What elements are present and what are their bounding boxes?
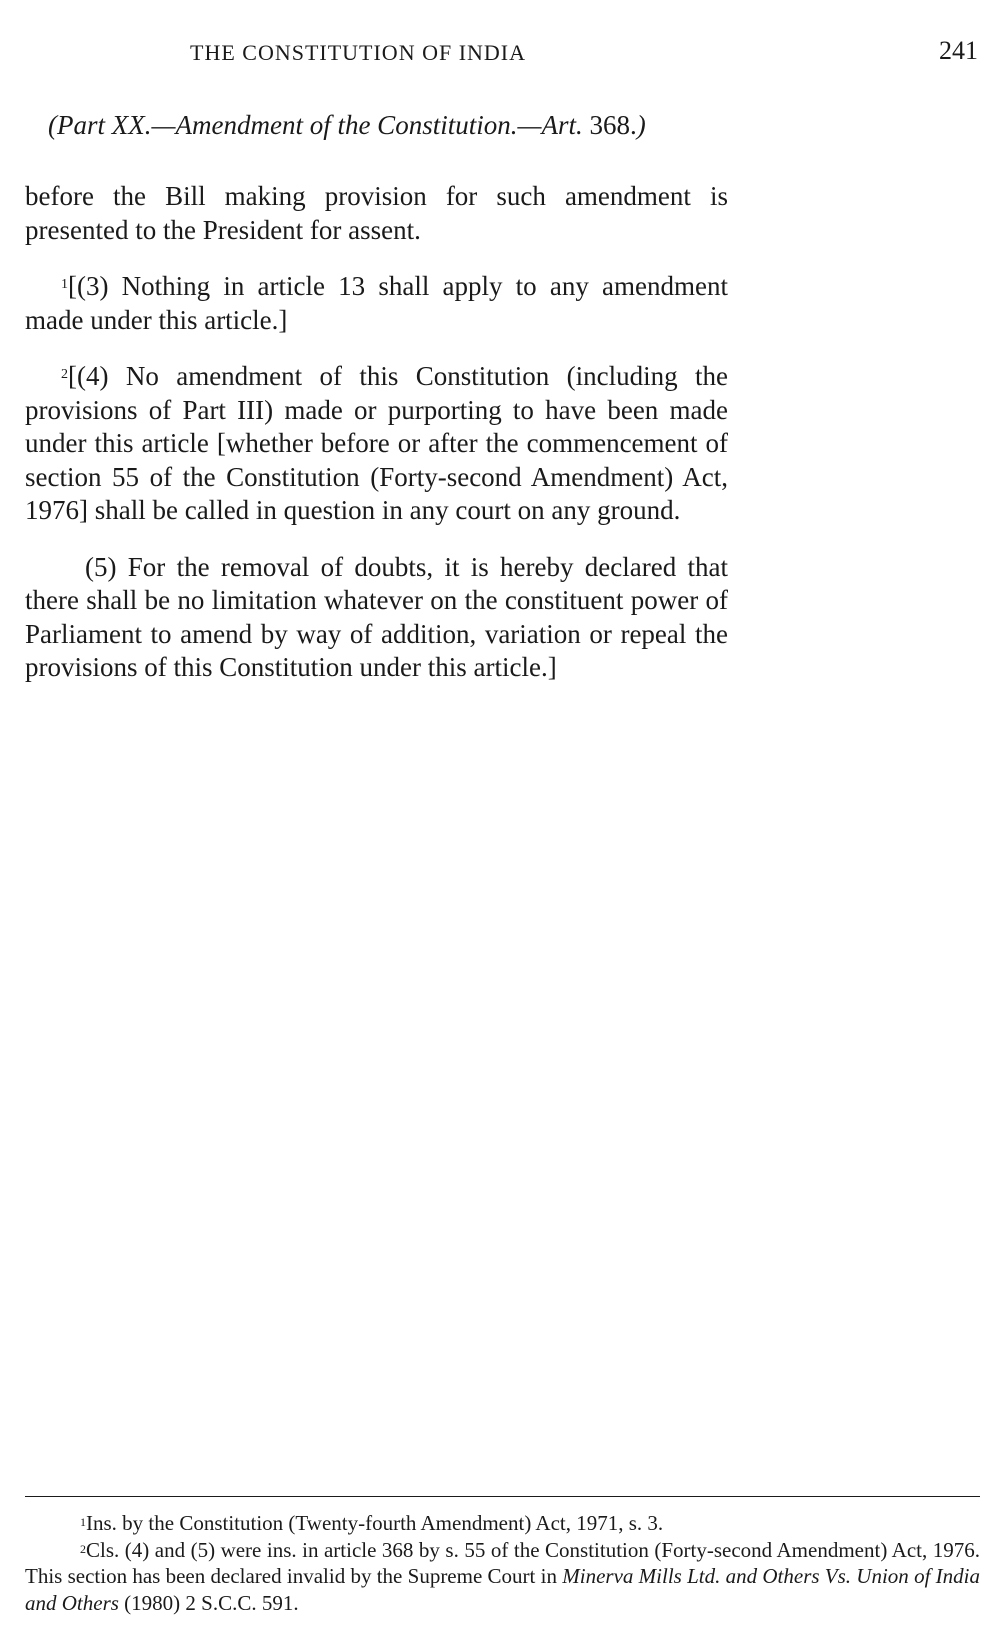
- section-heading-close: ): [636, 110, 646, 140]
- clause-text: (5) For the removal of doubts, it is hereby declared that there shall be no limitation whatever on the constituent power of Parliament to amend by way of addition, variation or repeal the provisions of this Constitution under this article.]: [25, 551, 728, 682]
- running-head: [0, 38, 1000, 70]
- clause-4: [25, 360, 728, 528]
- footnote-marker: 2: [61, 367, 68, 382]
- footnote-marker: 2: [80, 1541, 86, 1556]
- section-heading-part: (Part XX.—Amendment of the Constitution.—Art.: [48, 110, 590, 140]
- article-body: [25, 180, 728, 708]
- section-heading: [48, 110, 646, 141]
- clause-text: [(3) Nothing in article 13 shall apply to any amendment made under this article.]: [25, 271, 728, 335]
- footnote-text: Ins. by the Constitution (Twenty-fourth Amendment) Act, 1971, s. 3.: [86, 1511, 664, 1535]
- footnote-1: [25, 1510, 980, 1537]
- clause-text: [(4) No amendment of this Constitution (including the provisions of Part III) made or purporting to have been made under this article [whether before or after the commencement of section 55 of the Constitution (Forty-second Amendment) Act, 1976] shall be called in question in any court on any ground.: [25, 361, 728, 525]
- footnote-divider: [25, 1496, 980, 1497]
- footnotes: [25, 1510, 980, 1616]
- clause-3: [25, 270, 728, 337]
- footnote-case-name: Minerva Mills Ltd. and Others Vs. Union of India and Others: [25, 1564, 980, 1615]
- paragraph-continuation: [25, 180, 728, 247]
- running-title: THE CONSTITUTION OF INDIA: [190, 40, 527, 65]
- footnote-marker: 1: [80, 1515, 86, 1529]
- page-number: 241: [939, 36, 978, 65]
- footnote-citation: (1980) 2 S.C.C. 591.: [118, 1590, 299, 1615]
- section-heading-article: 368.: [589, 110, 637, 140]
- clause-5: [25, 551, 728, 685]
- paragraph-text: before the Bill making provision for such amendment is presented to the President for assent.: [25, 181, 728, 245]
- footnote-text: Cls. (4) and (5) were ins. in article 368 by s. 55 of the Constitution (Forty-second Amendment) Act, 1976. This section has been declared invalid by the Supreme Court in: [25, 1537, 980, 1588]
- footnote-marker: 1: [61, 277, 68, 292]
- footnote-2: [25, 1537, 980, 1617]
